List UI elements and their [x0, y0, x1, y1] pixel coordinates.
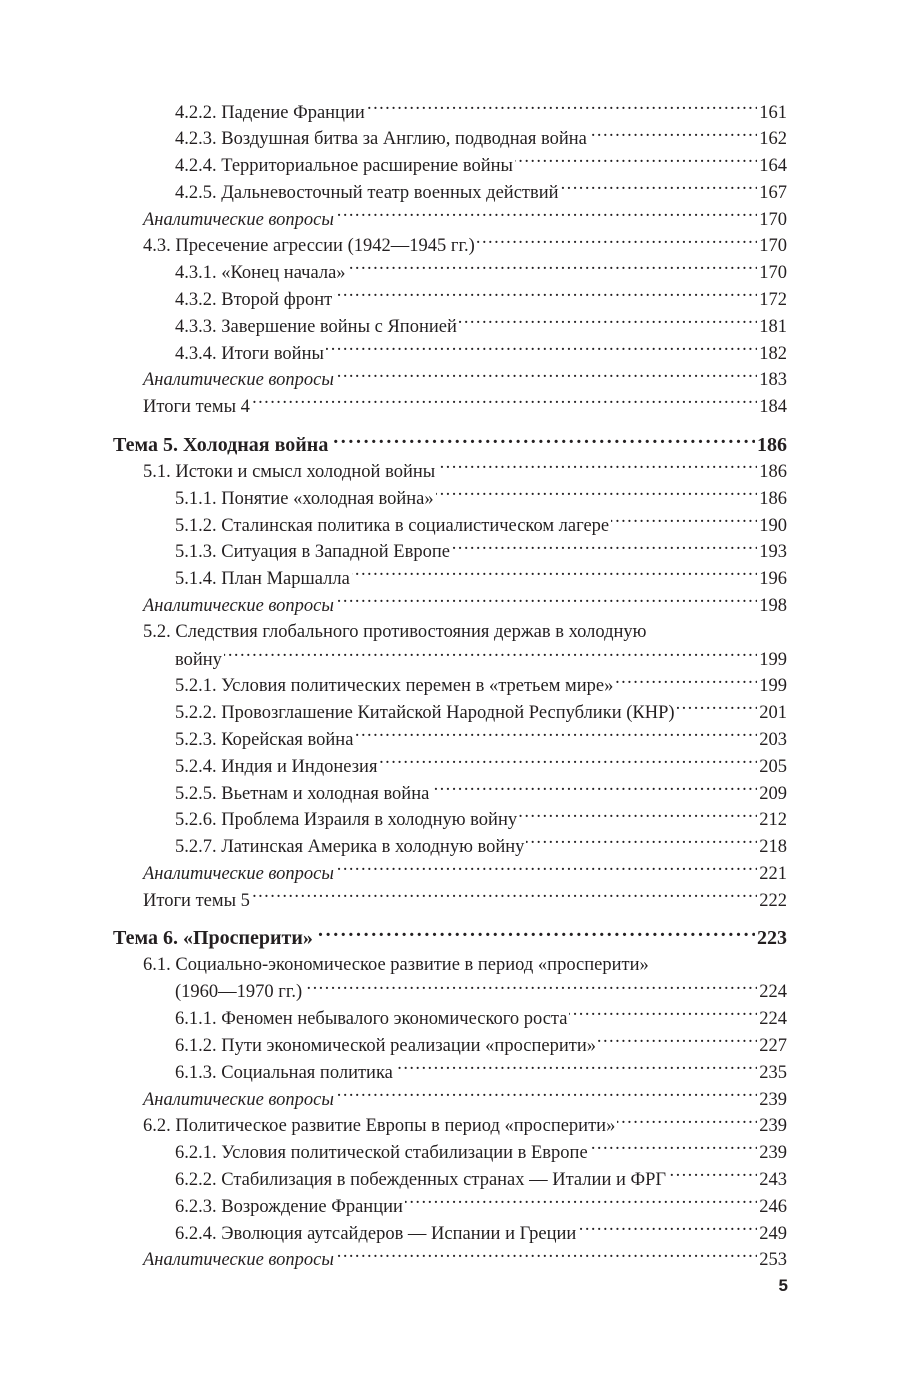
toc-entry[interactable]	[113, 566, 787, 593]
toc-entry[interactable]	[113, 539, 787, 566]
toc-entry-title: Аналитические вопросы	[143, 596, 334, 617]
toc-entry-title: 5.1.3. Ситуация в Западной Европе	[175, 542, 450, 563]
toc-page-number: 223	[757, 927, 787, 950]
toc-page-number: 209	[759, 783, 787, 804]
toc-page-number: 164	[759, 156, 787, 177]
dot-leader	[668, 1166, 757, 1185]
toc-page-number: 239	[759, 1089, 787, 1110]
dot-leader	[431, 780, 757, 799]
toc-page-number: 246	[759, 1196, 787, 1217]
toc-page-number: 170	[759, 263, 787, 284]
toc-entry-title: Аналитические вопросы	[143, 1250, 334, 1271]
toc-entry[interactable]	[113, 179, 787, 206]
toc-entry-title: 4.2.3. Воздушная битва за Англию, подводная война	[175, 129, 587, 150]
toc-entry[interactable]	[113, 512, 787, 539]
dot-leader	[617, 1113, 757, 1132]
toc-page-number: 224	[759, 1009, 787, 1030]
dot-leader	[367, 99, 757, 118]
toc-entry[interactable]	[113, 861, 787, 888]
dot-leader	[395, 1059, 757, 1078]
toc-page-number: 243	[759, 1169, 787, 1190]
toc-page-number: 199	[759, 676, 787, 697]
dot-leader	[355, 727, 757, 746]
toc-entry-title: 4.2.4. Территориальное расширение войны	[175, 156, 513, 177]
toc-entry-title: Аналитические вопросы	[143, 370, 334, 391]
dot-leader	[330, 431, 755, 451]
toc-page-number: 239	[759, 1116, 787, 1137]
toc-entry[interactable]	[113, 1113, 787, 1140]
toc-topic-heading[interactable]	[113, 924, 787, 952]
dot-leader	[519, 807, 757, 826]
toc-entry-title: Итоги темы 5	[143, 890, 250, 911]
toc-page-number: 235	[759, 1062, 787, 1083]
dot-leader	[252, 887, 757, 906]
toc-entry-title: 5.2.3. Корейская война	[175, 730, 354, 751]
toc-entry-title: 6.2.2. Стабилизация в побежденных странах — Италии и ФРГ	[175, 1169, 667, 1190]
toc-page-number: 203	[759, 730, 787, 751]
toc-entry-title: 5.2.7. Латинская Америка в холодную войну	[175, 837, 525, 858]
toc-entry[interactable]	[113, 834, 787, 861]
toc-entry-title: Итоги темы 4	[143, 397, 250, 418]
toc-page-number: 183	[759, 370, 787, 391]
toc-entry-title-continued: войну	[175, 649, 222, 670]
dot-leader	[452, 539, 757, 558]
toc-entry[interactable]	[113, 1166, 787, 1193]
toc-entry[interactable]	[113, 646, 787, 673]
toc-entry[interactable]	[113, 1220, 787, 1247]
dot-leader	[611, 512, 757, 531]
toc-entry[interactable]	[113, 233, 787, 260]
dot-leader	[334, 287, 757, 306]
toc-entry-title: Аналитические вопросы	[143, 209, 334, 230]
toc-page-number: 205	[759, 756, 787, 777]
toc-entry[interactable]	[113, 1006, 787, 1033]
dot-leader	[336, 861, 757, 880]
toc-page-number: 186	[759, 488, 787, 509]
toc-page-number: 162	[759, 129, 787, 150]
toc-entry-title: 6.1. Социально-экономическое развитие в период «просперити»	[143, 955, 649, 976]
dot-leader	[598, 1033, 757, 1052]
toc-entry-title: 5.1.1. Понятие «холодная война»	[175, 488, 434, 509]
dot-leader	[252, 394, 757, 413]
toc-entry-title: 6.2. Политическое развитие Европы в период «просперити»	[143, 1116, 616, 1137]
toc-entry-line	[113, 952, 787, 979]
toc-entry-title: 6.1.1. Феномен небывалого экономического роста	[175, 1009, 568, 1030]
toc-page-number: 201	[759, 703, 787, 724]
toc-entry-title: 5.1. Истоки и смысл холодной войны	[143, 462, 436, 483]
toc-entry-title: 4.3. Пресечение агрессии (1942—1945 гг.)	[143, 236, 475, 257]
dot-leader	[515, 153, 757, 172]
toc-page-number: 249	[759, 1223, 787, 1244]
toc-entry[interactable]	[113, 593, 787, 620]
toc-entry-title: 4.3.1. «Конец начала»	[175, 263, 346, 284]
toc-entry-title: 5.1.4. План Маршалла	[175, 569, 350, 590]
toc-entry-title: 4.2.2. Падение Франции	[175, 102, 365, 123]
dot-leader	[677, 700, 758, 719]
dot-leader	[348, 260, 758, 279]
dot-leader	[336, 593, 757, 612]
toc-entry[interactable]	[113, 287, 787, 314]
toc-page-number: 167	[759, 182, 787, 203]
toc-page-number: 182	[759, 343, 787, 364]
toc-page-number: 196	[759, 569, 787, 590]
toc-entry-title: 6.1.3. Социальная политика	[175, 1062, 393, 1083]
toc-entry[interactable]	[113, 1140, 787, 1167]
toc-page-number: 170	[759, 236, 787, 257]
toc-page-number: 161	[759, 102, 787, 123]
toc-page-number: 186	[757, 433, 787, 456]
dot-leader	[569, 1006, 757, 1025]
toc-entry[interactable]	[113, 753, 787, 780]
dot-leader	[477, 233, 758, 252]
toc-entry-title: 5.2.2. Провозглашение Китайской Народной Республики (КНР)	[175, 703, 675, 724]
toc-page-number: 253	[759, 1250, 787, 1271]
toc-page-number: 181	[759, 316, 787, 337]
toc-page-number: 221	[759, 864, 787, 885]
toc-page-number: 218	[759, 837, 787, 858]
toc-entry[interactable]	[113, 673, 787, 700]
toc-page-number: 227	[759, 1036, 787, 1056]
toc-entry-title: 5.2.5. Вьетнам и холодная война	[175, 783, 430, 804]
dot-leader	[336, 1247, 757, 1266]
toc-entry[interactable]	[113, 367, 787, 394]
toc-page-number: 186	[759, 462, 787, 483]
toc-entry[interactable]	[113, 727, 787, 754]
toc-entry[interactable]	[113, 1086, 787, 1113]
toc-page-number: 198	[759, 596, 787, 617]
toc-entry-title: 4.2.5. Дальневосточный театр военных действий	[175, 182, 559, 203]
page-number: 5	[778, 1276, 788, 1295]
dot-leader	[578, 1220, 757, 1239]
toc-page-number: 170	[759, 209, 787, 230]
toc-entry-title: Аналитические вопросы	[143, 1089, 334, 1110]
dot-leader	[336, 1086, 757, 1105]
toc-entry-title: 5.2. Следствия глобального противостояния держав в холодную	[143, 622, 647, 643]
toc-entry[interactable]	[113, 780, 787, 807]
toc-entry-title: 5.2.1. Условия политических перемен в «третьем мире»	[175, 676, 614, 697]
toc-entry-title: 5.2.4. Индия и Индонезия	[175, 756, 378, 777]
dot-leader	[437, 459, 757, 478]
toc-entry-title: 6.2.3. Возрождение Франции	[175, 1196, 403, 1217]
toc-entry[interactable]	[113, 206, 787, 233]
toc-entry[interactable]	[113, 1247, 787, 1274]
dot-leader	[379, 753, 757, 772]
toc-entry-title: 4.3.2. Второй фронт	[175, 290, 333, 311]
toc-entry[interactable]	[113, 1033, 787, 1060]
toc-page-number: 199	[759, 649, 787, 670]
toc-entry[interactable]	[113, 126, 787, 153]
dot-leader	[336, 367, 757, 386]
toc-entry-title: 5.2.6. Проблема Израиля в холодную войну	[175, 810, 518, 831]
toc-entry[interactable]	[113, 1193, 787, 1220]
dot-leader	[352, 566, 757, 585]
toc-entry-title: Тема 5. Холодная война	[113, 433, 329, 456]
toc-entry[interactable]	[113, 807, 787, 834]
toc-entry-title: Тема 6. «Просперити»	[113, 927, 313, 950]
toc-entry[interactable]	[113, 99, 787, 126]
toc-entry[interactable]	[113, 340, 787, 367]
toc-entry-title: 4.3.3. Завершение войны с Японией	[175, 316, 457, 337]
dot-leader	[405, 1193, 757, 1212]
toc-page-number: 172	[759, 290, 787, 311]
toc-entry-title: 6.2.1. Условия политической стабилизации в Европе	[175, 1143, 588, 1164]
toc-page-number: 193	[759, 542, 787, 563]
toc-page-number: 224	[759, 982, 787, 1003]
dot-leader	[589, 126, 757, 145]
dot-leader	[459, 313, 757, 332]
dot-leader	[526, 834, 757, 853]
table-of-contents	[113, 99, 787, 1274]
toc-page-number: 212	[759, 810, 787, 831]
toc-entry[interactable]	[113, 260, 787, 287]
toc-entry[interactable]	[113, 700, 787, 727]
toc-page-number: 222	[759, 890, 787, 911]
toc-topic-heading[interactable]	[113, 431, 787, 459]
toc-entry[interactable]	[113, 887, 787, 914]
toc-entry[interactable]	[113, 1059, 787, 1086]
dot-leader	[615, 673, 757, 692]
dot-leader	[304, 979, 757, 998]
toc-entry[interactable]	[113, 979, 787, 1006]
dot-leader	[224, 646, 757, 665]
toc-entry-title: Аналитические вопросы	[143, 864, 334, 885]
toc-entry-title: 6.2.4. Эволюция аутсайдеров — Испании и Греции	[175, 1223, 577, 1244]
toc-entry-title: 6.1.2. Пути экономической реализации «просперити»	[175, 1036, 596, 1056]
toc-entry-line	[113, 619, 787, 646]
dot-leader	[590, 1140, 758, 1159]
toc-entry[interactable]	[113, 313, 787, 340]
toc-entry[interactable]	[113, 485, 787, 512]
toc-page-number: 239	[759, 1143, 787, 1164]
dot-leader	[561, 179, 758, 198]
toc-entry-title: 5.1.2. Сталинская политика в социалистическом лагере	[175, 515, 610, 536]
dot-leader	[336, 206, 757, 225]
toc-page-number: 190	[759, 515, 787, 536]
toc-entry[interactable]	[113, 153, 787, 180]
toc-entry[interactable]	[113, 459, 787, 486]
dot-leader	[326, 340, 757, 359]
dot-leader	[436, 485, 758, 504]
toc-page-number: 184	[759, 397, 787, 418]
toc-entry-title: 4.3.4. Итоги войны	[175, 343, 324, 364]
toc-entry[interactable]	[113, 394, 787, 421]
dot-leader	[315, 924, 755, 944]
toc-entry-title-continued: (1960—1970 гг.)	[175, 982, 303, 1003]
